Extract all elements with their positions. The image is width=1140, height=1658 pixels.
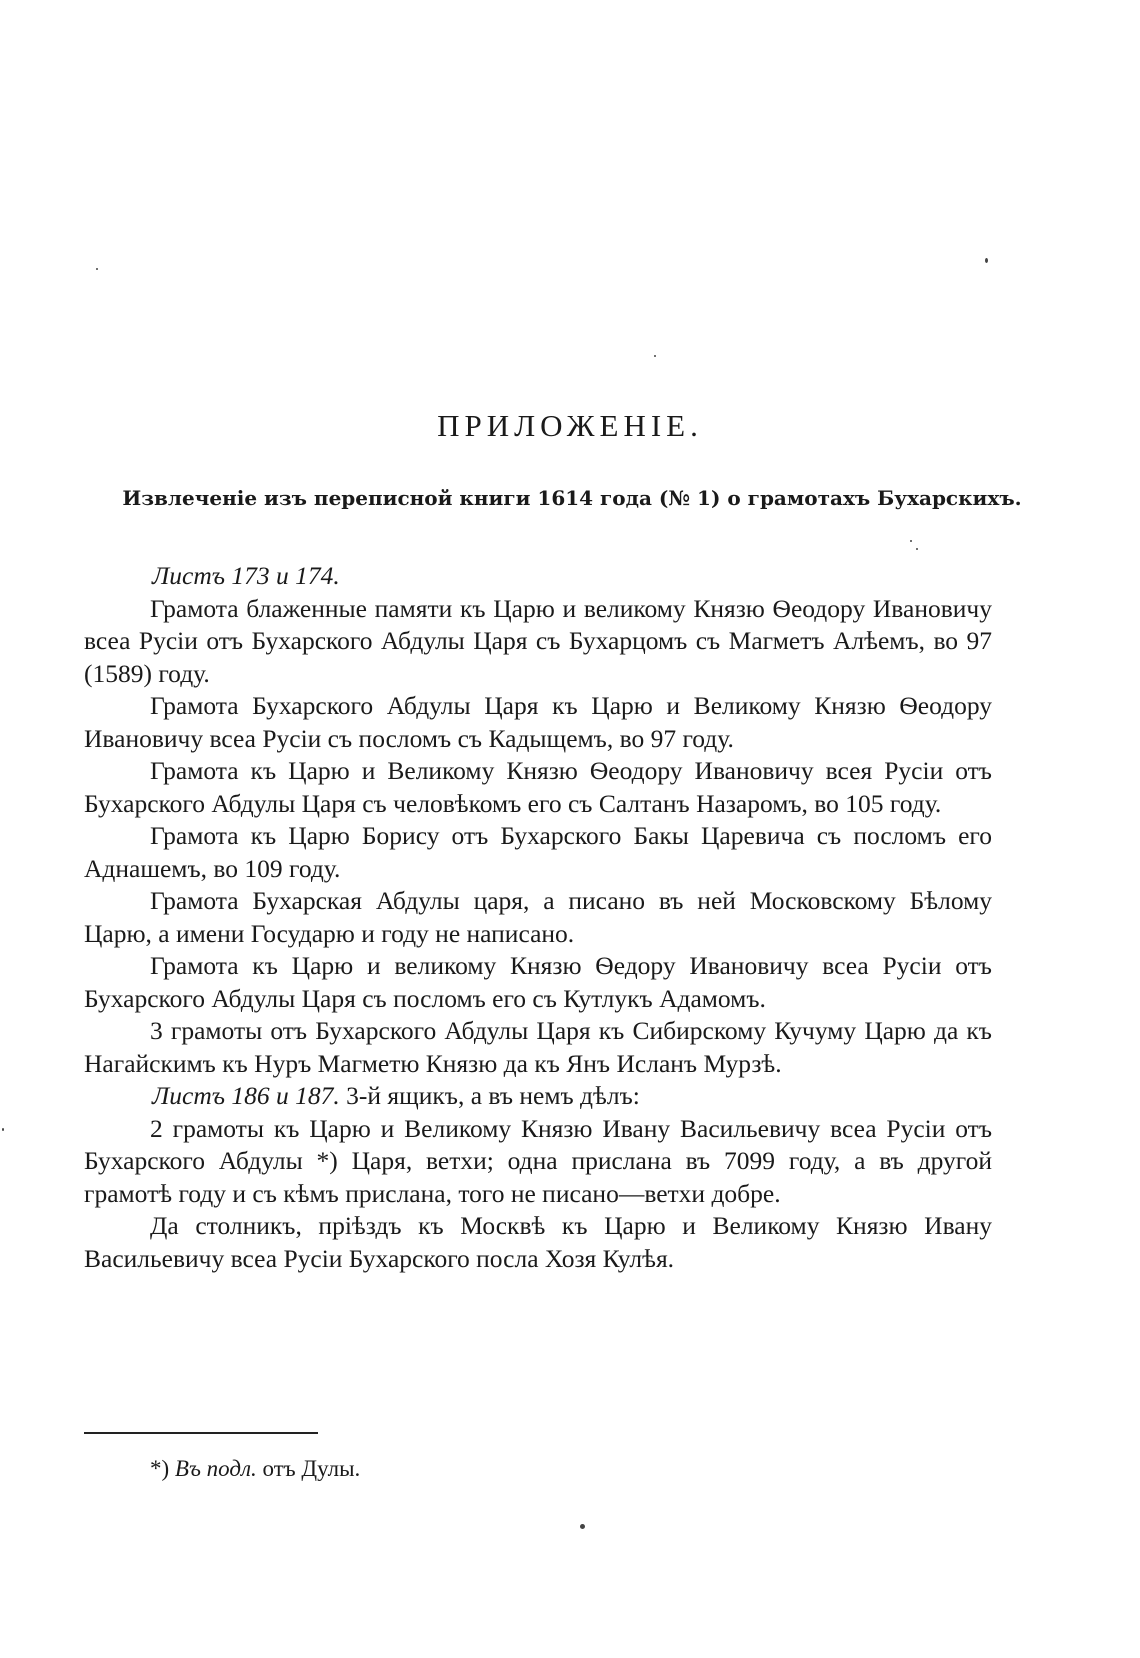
footnote [150, 1456, 360, 1482]
sheet-heading-2-text: 3-й ящикъ, а въ немъ дѣлъ: [339, 1081, 640, 1110]
body-text [84, 560, 992, 1275]
scan-speck [580, 1524, 585, 1529]
paragraph-2: Грамота Бухарского Абдулы Царя къ Царю и Великому Князю Ѳеодору Ивановичу всеа Русіи съ посломъ съ Кадыщемъ, во 97 году. [84, 691, 992, 753]
paragraph-1: Грамота блаженные памяти къ Царю и великому Князю Ѳеодору Ивановичу всеа Русіи отъ Бухарского Абдулы Царя съ Бухарцомъ съ Магметъ Алѣемъ, во 97 (1589) году. [84, 593, 992, 688]
scan-speck [2, 1128, 4, 1131]
footnote-mark: *) [150, 1456, 170, 1481]
sheet-heading-1: Листъ 173 и 174. [152, 561, 340, 590]
paragraph-9: Да столникъ, пріѣздъ къ Москвѣ къ Царю и Великому Князю Ивану Васильевичу всеа Русіи Бухарского посла Хозя Кулѣя. [84, 1211, 992, 1273]
scan-speck [985, 258, 988, 263]
paragraph-7: 3 грамоты отъ Бухарского Абдулы Царя къ Сибирскому Кучуму Царю да къ Нагайскимъ къ Нуръ Магметю Князю да къ Янъ Исланъ Мурзѣ. [84, 1016, 992, 1078]
footnote-text: отъ Дулы. [262, 1456, 361, 1481]
footnote-italic: Въ подл. [174, 1456, 257, 1481]
footnote-divider [84, 1432, 318, 1434]
paragraph-8: 2 грамоты къ Царю и Великому Князю Ивану Васильевичу всеа Русіи отъ Бухарского Абдулы *) Царя, ветхи; одна прислана въ 7099 году, а въ другой грамотѣ году и съ кѣмъ прислана, того не писано—ветхи добре. [84, 1113, 992, 1208]
scan-speck [96, 268, 98, 270]
sheet-heading-2-label: Листъ 186 и 187. [152, 1081, 340, 1110]
scan-speck [910, 540, 912, 542]
page-subtitle: Извлеченіе изъ переписной книги 1614 года (№ 1) о грамотахъ Бухарскихъ. [122, 486, 1022, 510]
page-title: ПРИЛОЖЕНІЕ. [437, 408, 703, 443]
paragraph-3: Грамота къ Царю и Великому Князю Ѳеодору Ивановичу всея Русіи отъ Бухарского Абдулы Царя съ человѣкомъ его съ Салтанъ Назаромъ, во 105 году. [84, 756, 992, 818]
scan-speck [654, 355, 656, 357]
scan-speck [916, 548, 918, 550]
sheet-heading-2 [84, 1080, 992, 1113]
paragraph-6: Грамота къ Царю и великому Князю Ѳедору Ивановичу всеа Русіи отъ Бухарского Абдулы Царя съ посломъ его съ Кутлукъ Адамомъ. [84, 951, 992, 1013]
paragraph-5: Грамота Бухарская Абдулы царя, а писано въ ней Московскому Бѣлому Царю, а имени Государю и году не написано. [84, 886, 992, 948]
paragraph-4: Грамота къ Царю Борису отъ Бухарского Бакы Царевича съ посломъ его Аднашемъ, во 109 году. [84, 821, 992, 883]
